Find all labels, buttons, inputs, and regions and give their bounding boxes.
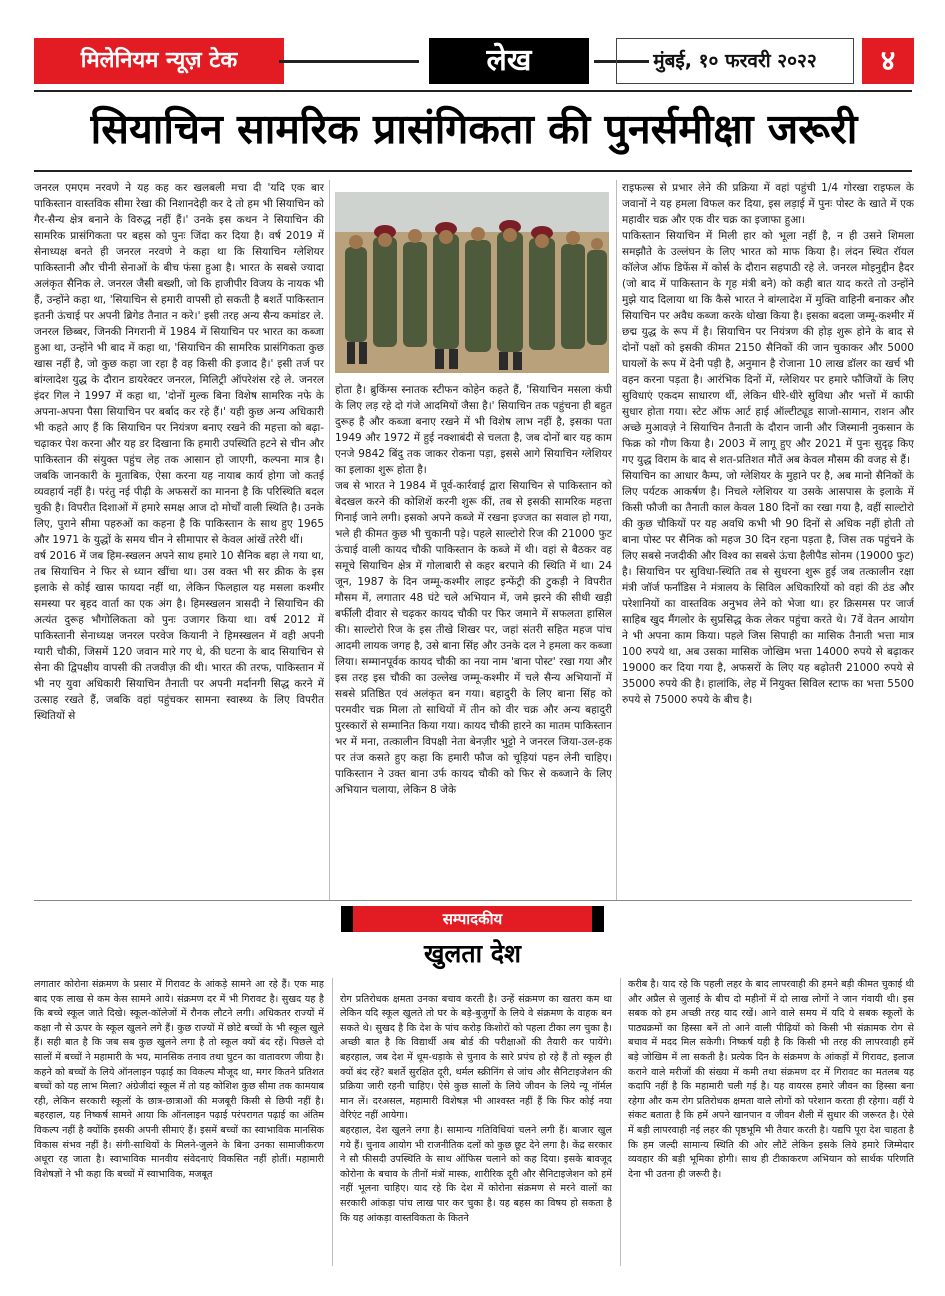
masthead [34, 38, 914, 84]
column-divider [620, 978, 621, 1266]
editorial-paragraph: करीब है। याद रहे कि पहली लहर के बाद लापरवाही की हमने बड़ी कीमत चुकाई थी और अप्रैल से जुलाई के बीच दो महीनों में दो लाख लोगों ने जान गंवायी थी। इस सबक को हम अच्छी तरह याद रखें। आने वाले समय में यदि ये सबक स्कूलों के पाठ्यक्रमों का हिस्सा बनें तो आने वाली पीढ़ियों को किसी भी संक्रामक रोग से बचाव में मदद मिल सकेगी। निष्कर्ष यही है कि किसी भी तरह की लापरवाही हमें बड़े जोखिम में ला सकती है। प्रत्येक दिन के संक्रमण के आंकड़ों में गिरावट, इलाज कराने वाले मरीजों की संख्या में कमी तथा संक्रमण दर में गिरावट का मतलब यह कदापि नहीं है कि महामारी चली गई है। यह वायरस हमारे जीवन का हिस्सा बना रहेगा और कम रोग प्रतिरोधक क्षमता वाले लोगों को परेशान करता ही रहेगा। वहीं ये संकट बताता है कि हमें अपने खानपान व जीवन शैली में सुधार की जरूरत है। ऐसे में बड़ी लापरवाही नई लहर की पृष्ठभूमि भी तैयार करती है। यद्यपि पूरा देश चाहता है कि हम जल्दी सामान्य स्थिति की ओर लौटें लेकिन इसके लिये हमारे जिम्मेदार व्यवहार की बड़ी भूमिका होगी। साथ ही टीकाकरण अभियान को सार्थक परिणति देना भी उतना ही जरूरी है। [628, 979, 914, 1180]
headline-divider [34, 170, 912, 172]
top-divider [34, 90, 912, 92]
soldiers-photo [335, 192, 609, 373]
article-column-3 [622, 180, 914, 900]
editorial-divider [34, 900, 912, 901]
editorial-column-2 [340, 978, 612, 1268]
editorial-paragraph: लगातार कोरोना संक्रमण के प्रसार में गिरावट के आंकड़े सामने आ रहे हैं। एक माह बाद एक लाख से कम केस सामने आये। संक्रमण दर में भी गिरावट है। सुखद यह है कि बच्चे स्कूल जाते दिखे। स्कूल-कॉलेजों में रौनक लौटने लगी। अधिकतर राज्यों में कक्षा नौ से ऊपर के स्कूल खुलने लगे हैं। कुछ राज्यों में छोटे बच्चों के भी स्कूल खुले हैं। सही बात है कि जब सब कुछ खुलने लगा है तो स्कूल क्यों बंद रहें। पिछले दो सालों में बच्चों ने महामारी के भय, मानसिक तनाव तथा घुटन का वातावरण जीया है। कहने को बच्चों के लिये ऑनलाइन पढ़ाई का विकल्प मौजूद था, मगर कितने प्रतिशत बच्चों को यह लाभ मिला? अंग्रेजीदां स्कूल में तो यह कोशिश कुछ सीमा तक कामयाब रही, लेकिन सरकारी स्कूलों के छात्र-छात्राओं की मजबूरी किसी से छिपी नहीं है। बहरहाल, यह निष्कर्ष सामने आया कि ऑनलाइन पढ़ाई परंपरागत पढ़ाई का अंतिम विकल्प नहीं है क्योंकि इसकी अपनी सीमाएं हैं। इसमें बच्चों का स्वाभाविक मानसिक विकास संभव नहीं है। संगी-साथियों के मिलने-जुलने के बिना उनका सामाजीकरण अधूरा रह जाता है। स्वाभाविक मानवीय संवेदनाएं विकसित नहीं होतीं। महामारी विशेषज्ञों ने भी कहा कि बच्चों में स्वाभाविक, मजबूत [34, 979, 324, 1180]
editorial-label: सम्पादकीय [341, 906, 604, 932]
editorial-column-1 [34, 978, 324, 1268]
editorial-title: खुलता देश [423, 939, 522, 968]
article-paragraph: होता है। ब्रुकिंग्स स्नातक स्टीफन कोहेन कहते हैं, 'सियाचिन मसला कंघी के लिए लड़ रहे दो गंजे आदमियों जैसा है।' सियाचिन तक पहुंचना ही बहुत दुरूह है और कब्जा बनाए रखने में भी विशेष लाभ नहीं है, इसका पता 1949 और 1972 में हुई नक्शाबंदी से चलता है, जब दोनों बार यह काम एनजे 9842 बिंदु तक जाकर रोकना पड़ा, इससे आगे सियाचिन ग्लेशियर का इलाका शुरू होता है। [335, 384, 612, 476]
soldiers-photo-illustration [335, 192, 609, 373]
article-paragraph: वर्ष 2016 में जब हिम-स्खलन अपने साथ हमारे 10 सैनिक बहा ले गया था, तब सियाचिन ने फिर से ध्यान खींचा था। उस वक्त भी सर क्रीक के इस इलाके से कोई खास फायदा नहीं था, लेकिन फिलहाल यह मसला कश्मीर समस्या पर बृहद वार्ता का एक अंग है। हिमस्खलन त्रासदी ने सियाचिन की अत्यंत दुरूह भौगोलिकता को पुनः उजागर किया था। वर्ष 2012 में पाकिस्तानी सेनाध्यक्ष जनरल परवेज कियानी ने हिमस्खलन में वही अपनी ग्यारी चौकी, जिसमें 120 जवान मारे गए थे, की घटना के बाद सियाचिन से सेना की द्विपक्षीय वापसी की तजवीज़ की थी। भारत की तरफ, पाकिस्तान में भी नए युवा अधिकारी सियाचिन तैनाती पर अपनी मर्दानगी सिद्ध करने में उत्साह रखते हैं, जबकि वहां पहुंचकर सामना स्वास्थ्य के लिए विपरीत स्थितियों से [34, 550, 324, 722]
article-headline: सियाचिन सामरिक प्रासंगिकता की पुनर्समीक्षा जरूरी [90, 105, 858, 153]
column-divider [329, 180, 330, 900]
editorial-paragraph: रोग प्रतिरोधक क्षमता उनका बचाव करती है। उन्हें संक्रमण का खतरा कम था लेकिन यदि स्कूल खुलते तो घर के बड़े-बुजुर्गों के लिये वे संक्रमण के वाहक बन सकते थे। सुखद है कि देश के पांच करोड़ किशोरों को पहला टीका लग चुका है। अच्छी बात है कि विद्यार्थी अब बोर्ड की परीक्षाओं की तैयारी कर पायेंगे। बहरहाल, जब देश में धूम-धड़ाके से चुनाव के सारे प्रपंच हो रहे हैं तो स्कूल ही क्यों बंद रहें? बशर्ते सुरक्षित दूरी, थर्मल स्क्रीनिंग से जांच और सैनिटाइजेशन की प्रक्रिया जारी रहनी चाहिए। ऐसे कुछ सालों के लिये जीवन के लिये न्यू नॉर्मल मान लें। दरअसल, महामारी विशेषज्ञ भी आश्वस्त नहीं हैं कि फिर कोई नया वेरिएंट नहीं आयेगा। बहरहाल, देश खुलने लगा है। सामान्य गतिविधियां चलने लगी हैं। बाजार खुल गये हैं। चुनाव आयोग भी राजनीतिक दलों को कुछ छूट देने लगा है। केंद्र सरकार ने सौ फीसदी उपस्थिति के साथ ऑफिस चलाने को कह दिया। इसके बावजूद कोरोना के बचाव के तीनों मंत्रों मास्क, शारीरिक दूरी और सैनिटाइजेशन को हमें नहीं भूलना चाहिए। याद रहे कि देश में कोरोना संक्रमण से मरने वालों का सरकारी आंकड़ा पांच लाख पार कर चुका है। यह बहस का विषय हो सकता है कि यह आंकड़ा वास्तविकता के कितने [340, 993, 612, 1224]
column-divider [332, 978, 333, 1266]
article-paragraph: जनरल एमएम नरवणे ने यह कह कर खलबली मचा दी 'यदि एक बार पाकिस्तान वास्तविक सीमा रेखा की निशानदेही कर दे तो हम भी सियाचिन को गैर-सैन्य क्षेत्र बनाने के विरुद्ध नहीं हैं।' उनके इस कथन ने सियाचिन की सामरिक प्रासंगिकता पर बहस को पुनः जिंदा कर दिया है। वर्ष 2019 में सेनाध्यक्ष बनते ही जनरल नरवणे ने कहा था कि सियाचिन ग्लेशियर पाकिस्तानी और चीनी सेनाओं के बीच फंसा हुआ है। भारत के सबसे ज्यादा अलंकृत सैनिक ले. जनरल जैसी बख्शी, जो कि हाजीपीर विजय के नायक भी हैं, उन्होंने कहा था, 'सियाचिन से हमारी वापसी हो सकती है बशर्ते पाकिस्तान इतनी ऊंचाई पर अपनी ब्रिगेड तैनात न करे।' इसी तरह अन्य सैन्य कमांडर ले. जनरल छिब्बर, जिनकी निगरानी में 1984 में सियाचिन पर भारत का कब्जा हुआ था, उन्होंने भी बाद में कहा था, 'सियाचिन की सामरिक प्रासंगिकता कुछ खास नहीं है, जो कुछ कहा जा रहा है वह किसी की इजाद है।' इसी तर्ज पर बांग्लादेश युद्ध के दौरान डायरेक्टर जनरल, मिलिट्री ऑपरेशंस रहे ले. जनरल इंदर गिल ने 1997 में कहा था, 'दोनों मुल्क बिना विशेष सामरिक नफे के अपना-अपना पैसा सियाचिन पर बर्बाद कर रहे हैं।' यही कुछ अन्य अधिकारी भी कहते आए हैं कि सियाचिन पर नियंत्रण बनाए रखने की महत्ता को बढ़ा-चढ़ाकर पेश करना और यह डर दिखाना कि हमारी उपस्थिति हटने से चीन और पाकिस्तान की संयुक्त पहुंच लेह तक आसान हो जाएगी, कल्पना मात्र है। जबकि जानकारी के मुताबिक, ऐसा करना यह नायाब कार्य होगा जो कतई व्यवहार्य नहीं है। परंतु नई पीढ़ी के अफसरों का मानना है कि परिस्थिति बदल चुकी है। विपरीत दिशाओं में हमारे समक्ष आज दो मोर्चों वाली स्थिति है। उनके लिए, पुराने सीमा पहरुओं का कहना है कि पाकिस्तान के साथ हुए 1965 और 1971 के युद्धों के समय चीन ने सीमापार से केवल आंखें तरेरी थीं। [34, 182, 324, 546]
article-paragraph: जब से भारत ने 1984 में पूर्व-कार्रवाई द्वारा सियाचिन से पाकिस्तान को बेदखल करने की कोशिशें करनी शुरू कीं, तब से इसकी सामरिक महत्ता गिनाई जाने लगी। इसको अपने कब्जे में रखना इज्जत का सवाल हो गया, भले ही कीमत कुछ भी चुकानी पड़े। पहले साल्टोरो रिज की 21000 फुट ऊंचाई वाली कायद चौकी पाकिस्तान के कब्जे में थी। वहां से बैठकर वह समूचे सियाचिन क्षेत्र में गोलाबारी से कहर बरपाने की स्थिति में था। 24 जून, 1987 के दिन जम्मू-कश्मीर लाइट इन्फेंट्री की टुकड़ी ने विपरीत मौसम में, लगातार 48 घंटे चले अभियान में, जमे झरने की सीधी खड़ी बर्फीली दीवार से चढ़कर कायद चौकी पर फिर जमाने में सफलता हासिल की। साल्टोरो रिज के इस तीखे शिखर पर, जहां संतरी सहित महज पांच आदमी लायक जगह है, उसे बाना सिंह और उनके दल ने हमला कर कब्जा लिया। सम्मानपूर्वक कायद चौकी का नया नाम 'बाना पोस्ट' रखा गया और इस तरह इस चौकी का उल्लेख जम्मू-कश्मीर में चले सैन्य अभियानों में सबसे प्रतिष्ठित एवं अलंकृत बन गया। बहादुरी के लिए बाना सिंह को परमवीर चक्र मिला तो साथियों में तीन को वीर चक्र और अन्य बहादुरी पुरस्कारों से सम्मानित किया गया। कायद चौकी हारने का मातम पाकिस्तान भर में मना, तत्कालीन विपक्षी नेता बेनज़ीर भुट्टो ने जनरल जिया-उल-हक पर तंज कसते हुए कहा कि हमारी फौज को चूड़ियां पहन लेनी चाहिए। पाकिस्तान ने उक्त बाना उर्फ कायद चौकी को फिर से कब्जाने के लिए अभियान चलाया, लेकिन 8 जेके [335, 480, 612, 796]
article-paragraph: सियाचिन का आधार कैम्प, जो ग्लेशियर के मुहाने पर है, अब मानो सैनिकों के लिए पर्यटक आकर्षण है। निचले ग्लेशियर या उसके आसपास के इलाके में किसी फौजी का तैनाती काल केवल 180 दिनों का रखा गया है, वहीं साल्टोरो की कुछ चौकियों पर यह अवधि कभी भी 90 दिनों से अधिक नहीं होती तो बाना पोस्ट पर सैनिक को महज 30 दिन रहना पड़ता है, जिस तक पहुंचने के लिए सबसे नजदीकी और विश्व का सबसे ऊंचा हैलीपैड सोनम (19000 फुट) है। सियाचिन पर सुविधा-स्थिति तब से सुधरना शुरू हुई जब तत्कालीन रक्षा मंत्री जॉर्ज फर्नांडिस ने मंत्रालय के सिविल अधिकारियों को वहां की ठंड और परेशानियों का वास्तविक अनुभव लेने को भेजा था। हर क्रिसमस पर जार्ज साहिब खुद मैंगलोर के सुप्रसिद्ध केक लेकर पहुंचा करते थे। 7वें वेतन आयोग ने भी अपना काम किया। पहले जिस सिपाही का मासिक तैनाती भत्ता मात्र 100 रुपये था, अब उसका मासिक जोखिम भत्ता 14000 रुपये से बढ़ाकर 19000 कर दिया गया है, अफसरों के लिए यह बढ़ोतरी 21000 रुपये से 35000 रुपये की है। हालांकि, लेह में नियुक्त सिविल स्टाफ का भत्ता 5500 रुपये से 75000 रुपये के बीच है। [622, 470, 914, 706]
article-paragraph: राइफल्स से प्रभार लेने की प्रक्रिया में वहां पहुंची 1/4 गोरखा राइफल के जवानों ने यह हमला विफल कर दिया, इस लड़ाई में पुनः पोस्ट के खाते में एक महावीर चक्र और एक वीर चक्र का इजाफा हुआ। [622, 182, 914, 226]
column-divider [616, 180, 617, 900]
section-title: लेख [429, 38, 589, 84]
issue-date: मुंबई, १० फरवरी २०२२ [616, 38, 854, 84]
page-number: ४ [862, 38, 914, 84]
article-column-1 [34, 180, 324, 890]
editorial-column-3 [628, 978, 914, 1268]
paper-name: मिलेनियम न्यूज़ टेक [34, 38, 284, 84]
article-paragraph: पाकिस्तान सियाचिन में मिली हार को भूला नहीं है, न ही उसने शिमला समझौते के उल्लंघन के लिए भारत को माफ किया है। लंदन स्थित रॉयल कॉलेज ऑफ डिफेंस में कोर्स के दौरान सहपाठी रहे ले. जनरल मोइनुद्दीन हैदर (जो बाद में पाकिस्तान के गृह मंत्री बने) को कही बात याद करते तो उन्होंने मुझे याद दिलाया था कि कैसे भारत ने बांग्लादेश में मुक्ति वाहिनी बनाकर और सियाचिन पर अवैध कब्जा करके धोखा किया है। इसका बदला जम्मू-कश्मीर में छद्म युद्ध के रूप में है। सियाचिन पर नियंत्रण की होड़ शुरू होने के बाद से दोनों पक्षों को इसकी कीमत 2150 सैनिकों की जान चुकाकर और 5000 घायलों के रूप में देनी पड़ी है, अनुमान है रोजाना 10 लाख डॉलर का खर्च भी वहन करना पड़ता है। आरंभिक दिनों में, ग्लेशियर पर हमारे फौजियों के लिए सुविधाएं एकदम साधारण थीं, लेकिन धीरे-धीरे सुविधा और भत्तों में काफी सुधार होता गया। स्टेट ऑफ आर्ट हाई ऑल्टीट्यूड साजो-सामान, राशन और अच्छे मुआवज़े ने सियाचिन तैनाती के दौरान जानी और जिस्मानी नुकसान के फिक्र को गौण किया है। 2003 में लागू हुए और 2021 में पुनः सुदृढ़ किए गए युद्ध विराम के बाद से शत-प्रतिशत मौतें अब केवल मौसम की वजह से हैं। [622, 230, 914, 466]
article-column-2 [335, 382, 612, 902]
